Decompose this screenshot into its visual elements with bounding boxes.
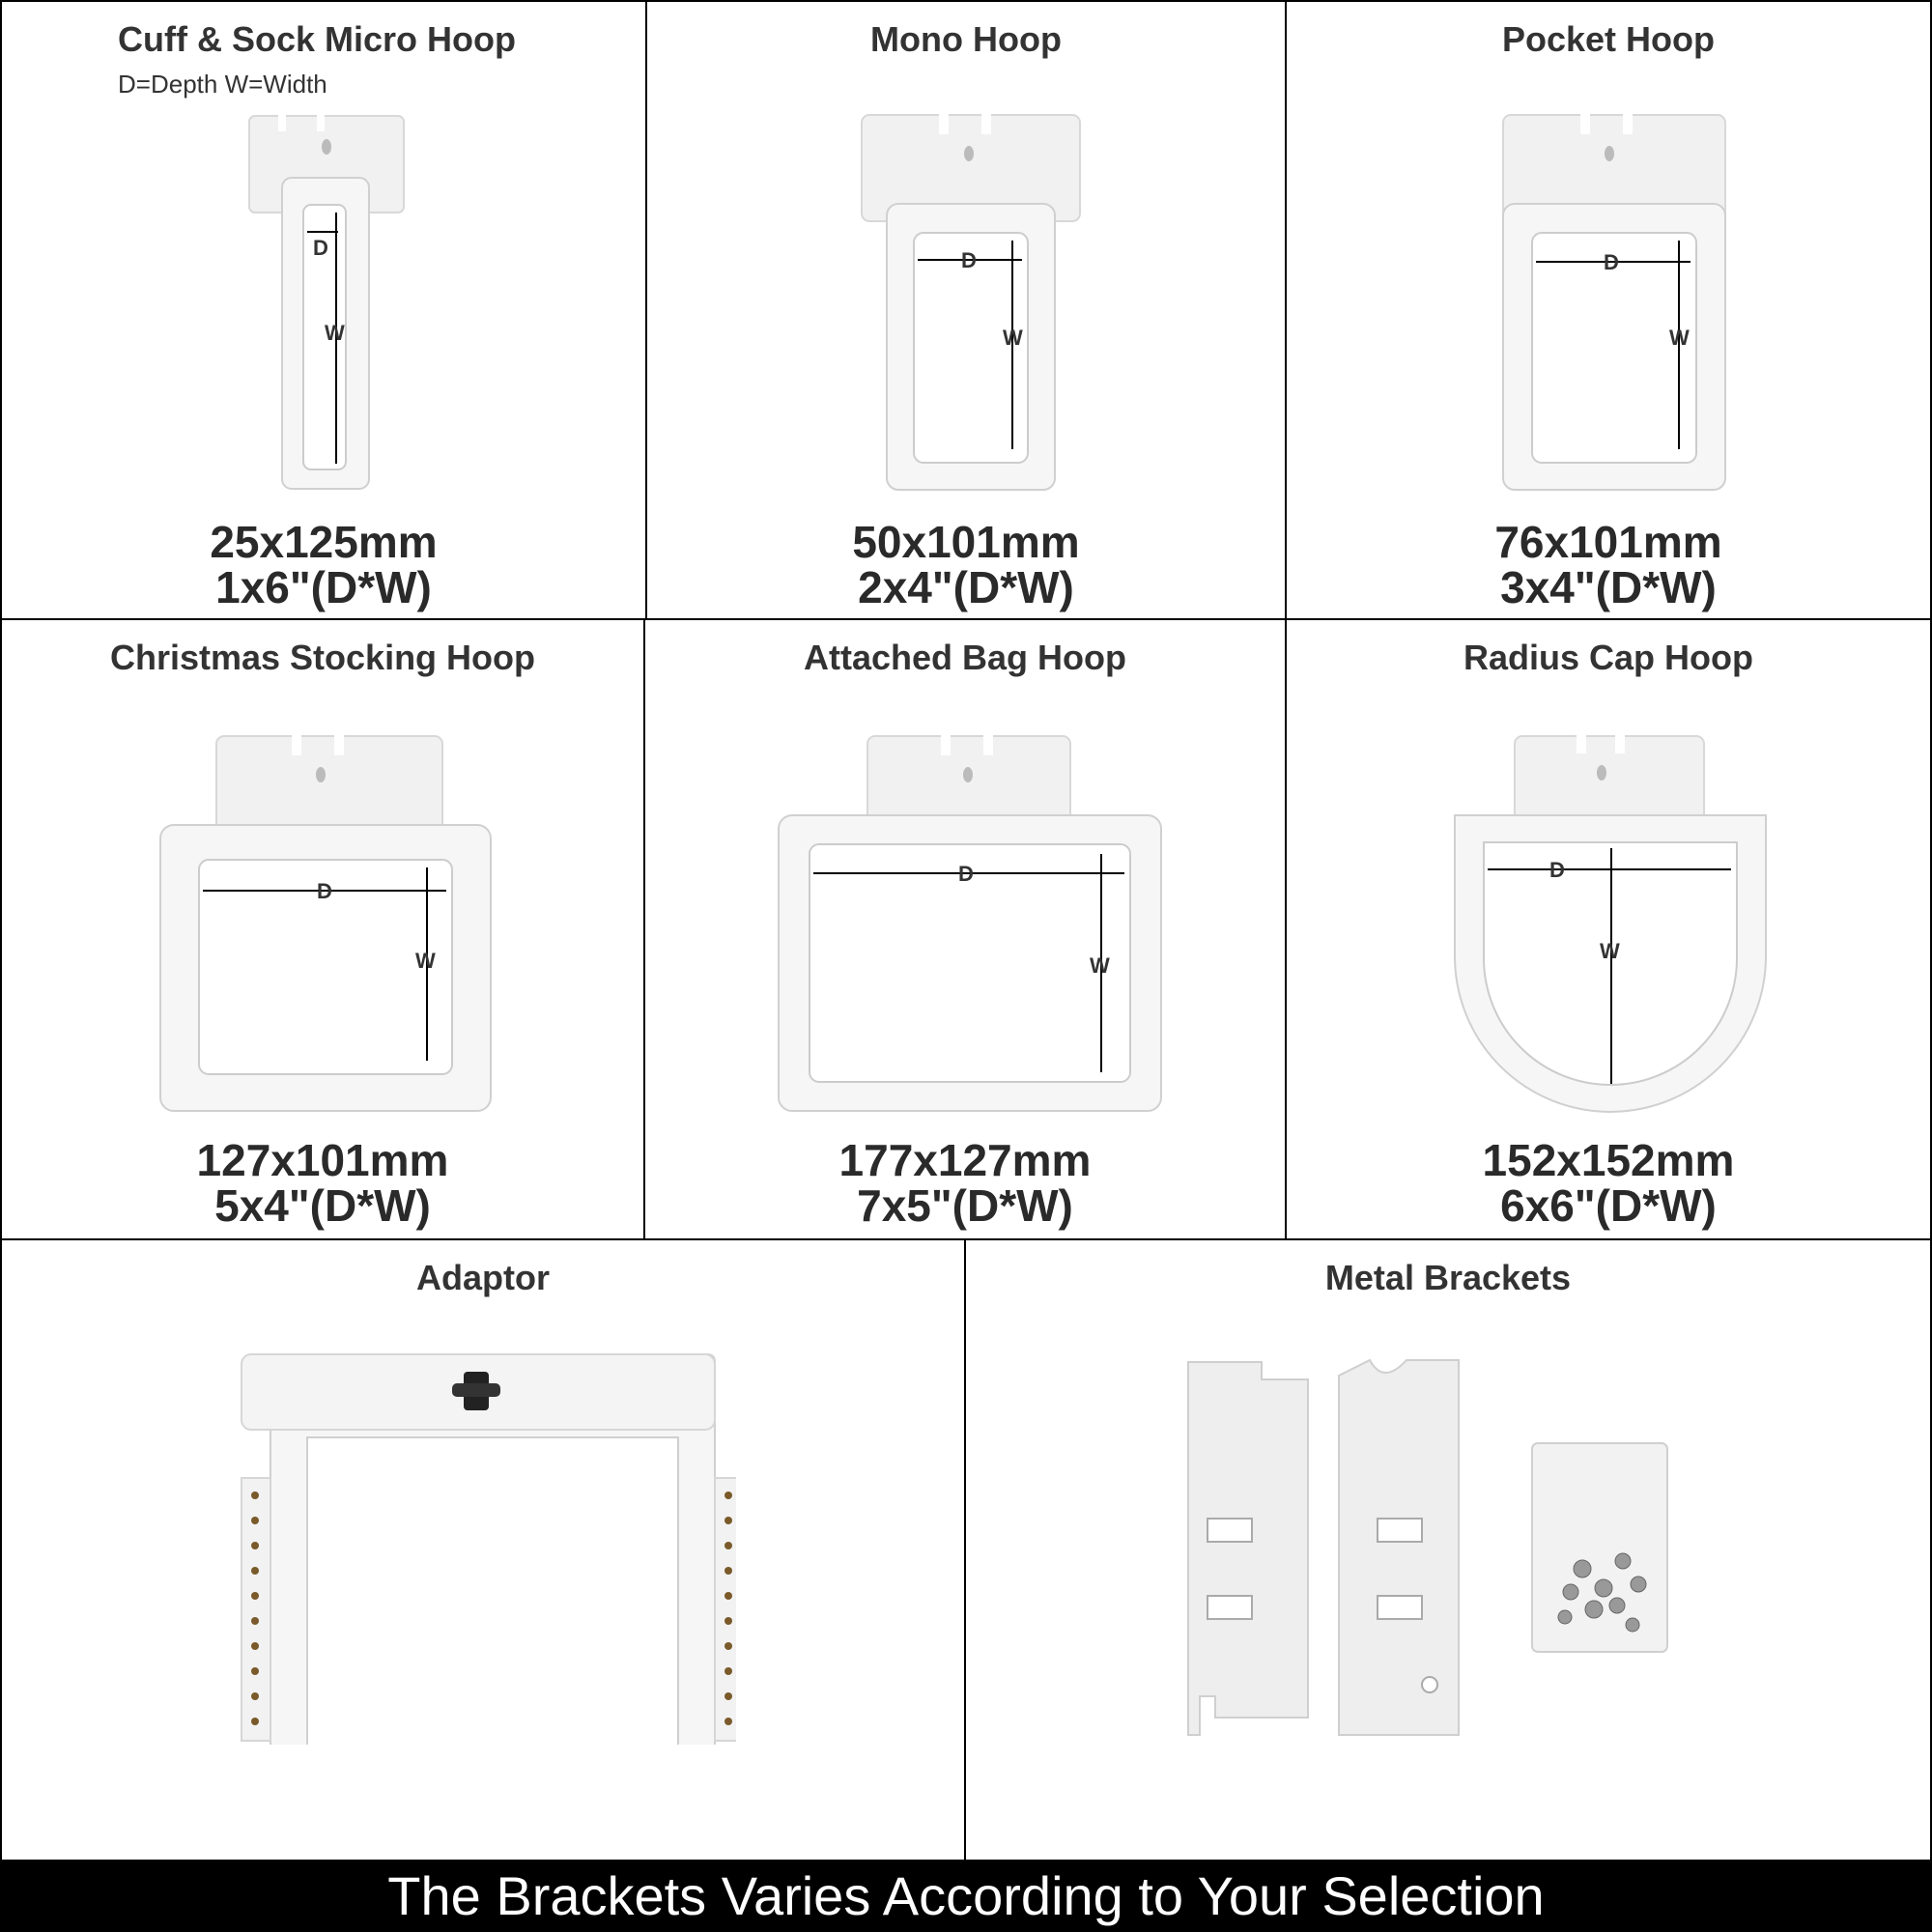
hoop-image-mono: [860, 113, 1092, 495]
hoop-size-in: 2x4"(D*W): [858, 562, 1074, 612]
width-label: W: [325, 321, 345, 345]
hoop-title: Mono Hoop: [870, 19, 1062, 59]
depth-label: D: [313, 236, 328, 260]
width-label: W: [1090, 953, 1110, 978]
adaptor-image: [234, 1349, 736, 1745]
hoop-image-cuff-sock: [234, 108, 427, 495]
accessory-title: Adaptor: [416, 1258, 550, 1297]
hoop-size-mm: 50x101mm: [852, 517, 1080, 567]
accessory-cell-adaptor: [0, 1238, 966, 1861]
hoop-size-in: 1x6"(D*W): [215, 562, 432, 612]
footer-banner: The Brackets Varies According to Your Selection: [0, 1860, 1932, 1932]
accessory-title: Metal Brackets: [1324, 1258, 1572, 1297]
hoop-size-mm: 76x101mm: [1494, 517, 1722, 567]
hoop-image-pocket: [1499, 113, 1731, 495]
hoop-title: Attached Bag Hoop: [803, 638, 1126, 677]
hoop-size-mm: 127x101mm: [196, 1135, 449, 1185]
hoop-size-in: 7x5"(D*W): [857, 1180, 1073, 1231]
width-label: W: [415, 949, 436, 973]
hoop-cell-mono: [645, 0, 1287, 620]
hoop-cell-radius-cap: [1285, 618, 1932, 1240]
width-label: W: [1600, 939, 1620, 963]
depth-label: D: [1549, 858, 1565, 882]
hoop-cell-pocket: [1285, 0, 1932, 620]
hoop-image-radius-cap: [1451, 734, 1770, 1121]
hoop-size-mm: 152x152mm: [1482, 1135, 1735, 1185]
width-label: W: [1003, 326, 1023, 350]
hoop-title: Pocket Hoop: [1501, 19, 1716, 59]
hoop-cell-cuff-sock: [0, 0, 647, 620]
metal-brackets-image: [1186, 1356, 1689, 1743]
depth-label: D: [1604, 250, 1619, 274]
hoop-title: Christmas Stocking Hoop: [109, 638, 536, 677]
hoop-image-attached-bag: [777, 734, 1163, 1116]
hoop-title: Radius Cap Hoop: [1463, 638, 1753, 677]
hoop-size-in: 6x6"(D*W): [1500, 1180, 1717, 1231]
hoop-size-mm: 177x127mm: [838, 1135, 1092, 1185]
hoop-image-christmas-stocking: [156, 734, 495, 1116]
hoop-cell-attached-bag: [643, 618, 1287, 1240]
depth-label: D: [317, 879, 332, 903]
dimension-legend: D=Depth W=Width: [118, 70, 327, 99]
depth-label: D: [961, 248, 977, 272]
depth-label: D: [958, 862, 974, 886]
accessory-cell-metal-brackets: [964, 1238, 1932, 1861]
width-label: W: [1669, 326, 1690, 350]
hoop-title: Cuff & Sock Micro Hoop: [118, 19, 516, 59]
hoop-size-in: 5x4"(D*W): [214, 1180, 431, 1231]
hoop-size-in: 3x4"(D*W): [1500, 562, 1717, 612]
hoop-cell-christmas-stocking: [0, 618, 645, 1240]
hoop-size-mm: 25x125mm: [210, 517, 438, 567]
